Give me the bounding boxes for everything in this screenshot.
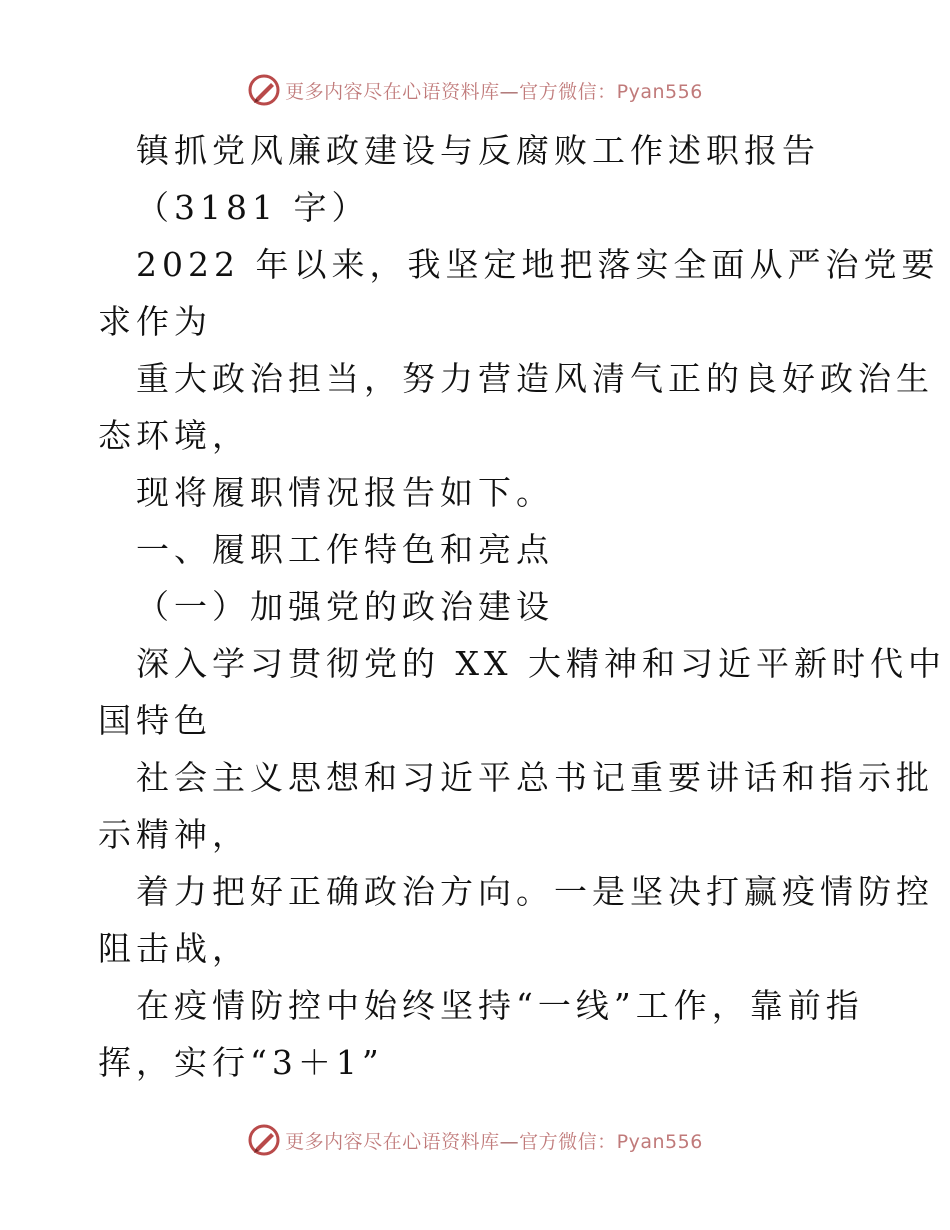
watermark-separator: —	[499, 1130, 520, 1153]
word-count: （3181 字）	[136, 188, 370, 227]
paragraph-line: 示精神，	[98, 815, 250, 854]
header-watermark-banner	[0, 70, 950, 110]
watermark-text: 更多内容尽在心语资料库	[285, 1130, 500, 1153]
watermark-contact: 官方微信：Pyan556	[519, 1130, 703, 1153]
paragraph-line: 阻击战，	[98, 929, 250, 968]
pen-logo-icon	[247, 73, 281, 107]
document-title: 镇抓党风廉政建设与反腐败工作述职报告	[136, 131, 820, 170]
paragraph-line: 现将履职情况报告如下。	[136, 473, 554, 512]
watermark-text: 更多内容尽在心语资料库	[285, 80, 500, 103]
paragraph-line: 2022 年以来，我坚定地把落实全面从严治党要	[136, 245, 940, 284]
paragraph-line: 社会主义思想和习近平总书记重要讲话和指示批	[136, 758, 934, 797]
watermark-contact: 官方微信：Pyan556	[519, 80, 703, 103]
subsection-heading: （一）加强党的政治建设	[136, 587, 554, 626]
paragraph-line: 挥，实行“3＋1”	[98, 1043, 384, 1082]
document-body	[98, 122, 946, 1091]
watermark-separator: —	[499, 80, 520, 103]
paragraph-line: 国特色	[98, 701, 212, 740]
pen-logo-icon	[247, 1123, 281, 1157]
paragraph-line: 深入学习贯彻党的 XX 大精神和习近平新时代中	[136, 644, 946, 683]
paragraph-line: 在疫情防控中始终坚持“一线”工作，靠前指	[136, 986, 864, 1025]
paragraph-line: 着力把好正确政治方向。一是坚决打赢疫情防控	[136, 872, 934, 911]
paragraph-line: 态环境，	[98, 416, 250, 455]
footer-watermark-banner	[0, 1120, 950, 1160]
paragraph-line: 重大政治担当，努力营造风清气正的良好政治生	[136, 359, 934, 398]
paragraph-line: 求作为	[98, 302, 212, 341]
section-heading: 一、履职工作特色和亮点	[136, 530, 554, 569]
